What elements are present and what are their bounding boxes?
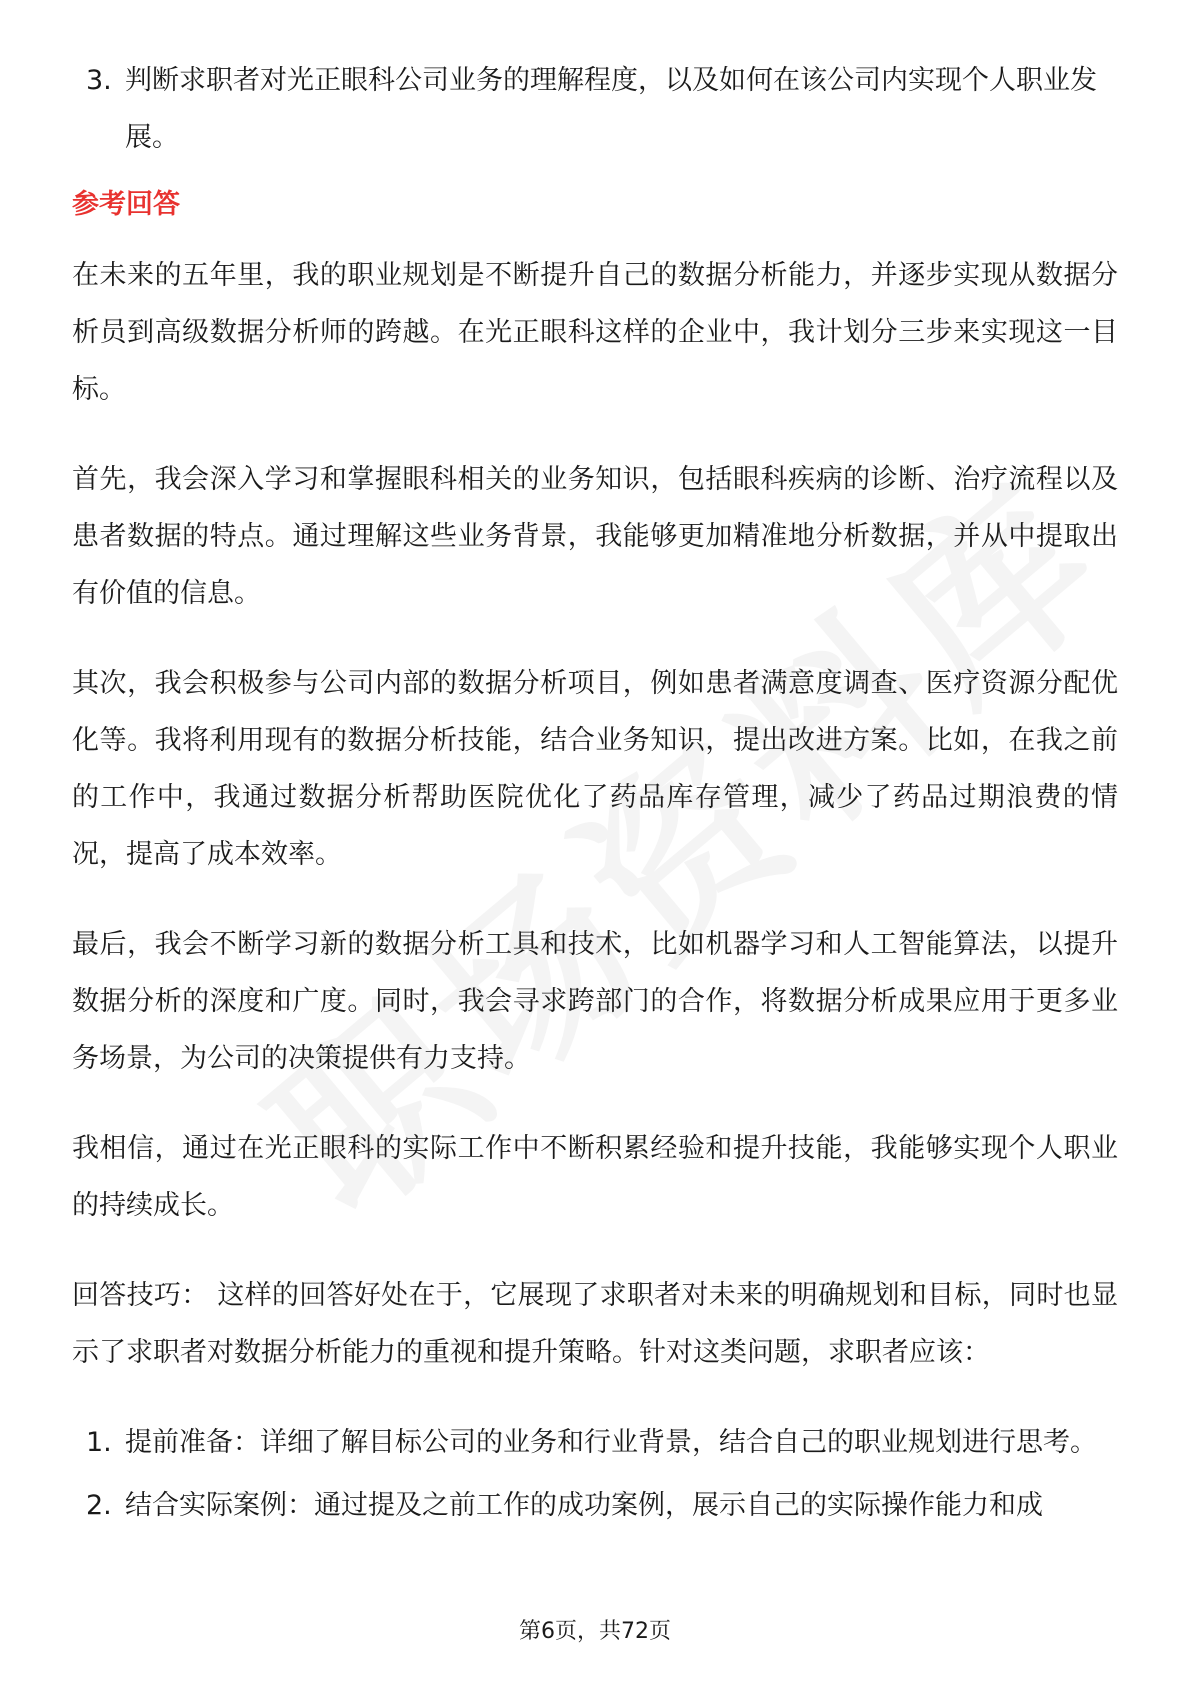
list-number: 2. <box>86 1490 112 1521</box>
list-text: 判断求职者对光正眼科公司业务的理解程度，以及如何在该公司内实现个人职业发展。 <box>125 65 1097 153</box>
list-number: 1. <box>86 1427 112 1458</box>
tips-list <box>72 1414 1118 1534</box>
list-text: 提前准备：详细了解目标公司的业务和行业背景，结合自己的职业规划进行思考。 <box>125 1427 1097 1458</box>
list-item <box>72 52 1118 166</box>
page-footer: 第6页，共72页 <box>519 1619 671 1644</box>
list-number: 3. <box>86 65 112 96</box>
paragraph: 在未来的五年里，我的职业规划是不断提升自己的数据分析能力，并逐步实现从数据分析员到高级数据分析师的跨越。在光正眼科这样的企业中，我计划分三步来实现这一目标。 <box>72 260 1118 405</box>
answer-tips-paragraph: 回答技巧： 这样的回答好处在于，它展现了求职者对未来的明确规划和目标，同时也显示了求职者对数据分析能力的重视和提升策略。针对这类问题，求职者应该： <box>72 1280 1118 1368</box>
list-item <box>72 1477 1118 1534</box>
paragraph: 我相信，通过在光正眼科的实际工作中不断积累经验和提升技能，我能够实现个人职业的持续成长。 <box>72 1133 1118 1221</box>
paragraph: 首先，我会深入学习和掌握眼科相关的业务知识，包括眼科疾病的诊断、治疗流程以及患者数据的特点。通过理解这些业务背景，我能够更加精准地分析数据，并从中提取出有价值的信息。 <box>72 464 1118 609</box>
paragraph: 最后，我会不断学习新的数据分析工具和技术，比如机器学习和人工智能算法，以提升数据分析的深度和广度。同时，我会寻求跨部门的合作，将数据分析成果应用于更多业务场景，为公司的决策提供有力支持。 <box>72 929 1118 1074</box>
paragraph: 其次，我会积极参与公司内部的数据分析项目，例如患者满意度调查、医疗资源分配优化等。我将利用现有的数据分析技能，结合业务知识，提出改进方案。比如，在我之前的工作中，我通过数据分析帮助医院优化了药品库存管理，减少了药品过期浪费的情况，提高了成本效率。 <box>72 668 1118 870</box>
document-body <box>72 52 1118 1540</box>
answer-heading: 参考回答 <box>72 189 180 220</box>
list-text: 结合实际案例：通过提及之前工作的成功案例，展示自己的实际操作能力和成 <box>125 1490 1043 1521</box>
question-intent-list <box>72 52 1118 166</box>
list-item <box>72 1414 1118 1471</box>
